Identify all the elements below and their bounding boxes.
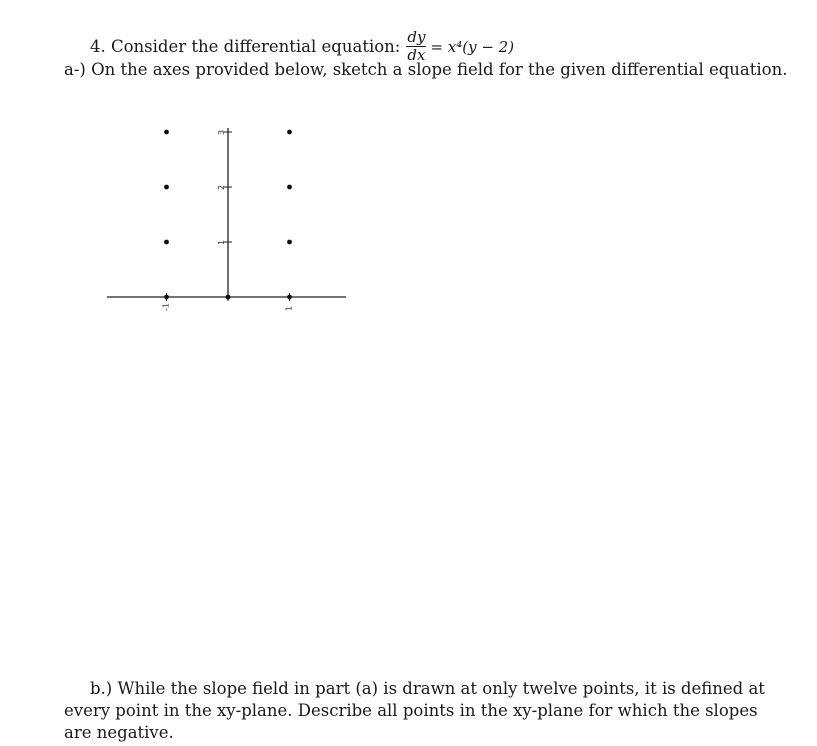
question-intro: Consider the differential equation: — [111, 37, 401, 56]
x-tick-label: 1 — [284, 305, 294, 311]
y-tick-label: 3 — [217, 129, 226, 135]
slope-field-point — [164, 295, 169, 300]
slope-field-point — [287, 240, 292, 245]
slope-field-point — [164, 185, 169, 190]
slope-field-point — [164, 240, 169, 245]
fraction-denominator: dx — [407, 46, 426, 64]
y-tick-label: 1 — [217, 239, 226, 245]
y-tick-label: 2 — [217, 184, 226, 190]
slope-field-point — [226, 295, 231, 300]
question-number: 4. — [90, 37, 106, 56]
part-a-label: a-) — [64, 60, 86, 79]
slope-field-point — [287, 295, 292, 300]
slope-field-point — [287, 130, 292, 135]
slope-field-point — [164, 130, 169, 135]
part-b-text: While the slope field in part (a) is drawn at only twelve points, it is defined at every point in the xy-plane. Describe all points in the xy-plane for which the slopes are negative. — [64, 679, 765, 742]
part-b-label: b.) — [90, 679, 113, 698]
part-b-prompt — [64, 678, 784, 744]
x-tick-label: -1 — [161, 303, 171, 311]
equation-rhs: = x⁴(y − 2) — [430, 37, 515, 56]
slope-field-point — [287, 185, 292, 190]
fraction-numerator: dy — [407, 28, 426, 46]
part-a-text: On the axes provided below, sketch a slope field for the given differential equation. — [91, 60, 788, 79]
